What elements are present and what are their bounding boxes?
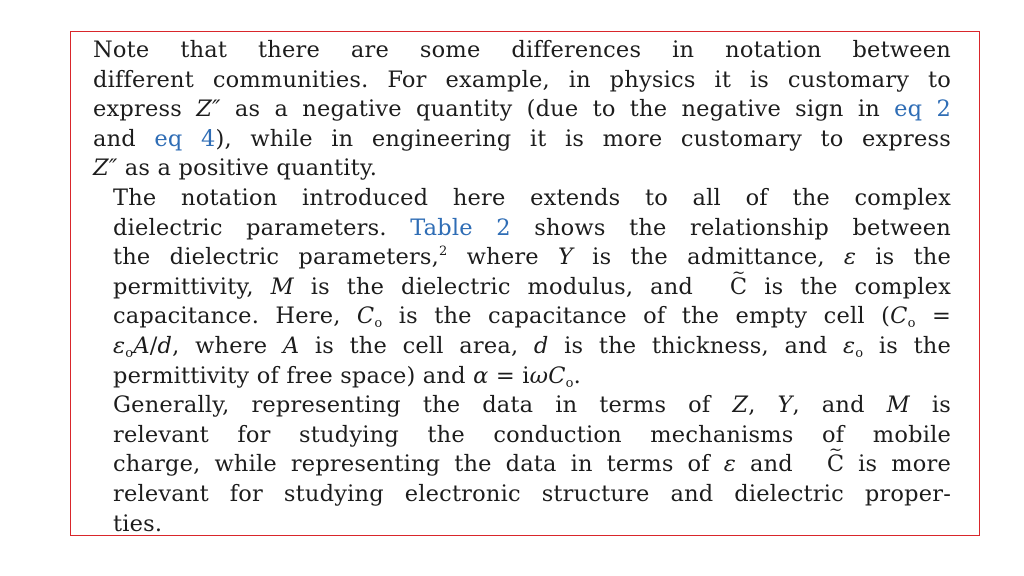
text-line: relevant for studying electronic structure and dielectric proper- — [113, 480, 951, 507]
math-symbol: ε — [842, 332, 856, 359]
cross-reference-link[interactable]: Table 2 — [410, 214, 511, 241]
math-symbol: ε — [723, 451, 737, 478]
complex-capacitance-symbol: ~ C — [710, 273, 747, 303]
text-line: ties. — [113, 510, 163, 537]
math-symbol: d — [533, 332, 549, 359]
math-symbol: C — [356, 303, 375, 330]
text-line: The notation introduced here extends to all of the complex — [113, 184, 951, 211]
text-line: the dielectric parameters,$^2$ where Y is the admittance, ε is the — [113, 244, 952, 271]
math-symbol: M — [270, 273, 294, 300]
text-line: capacitance. Here, $C_o$ is the capacitance of the empty cell ($C_o$ = — [113, 303, 952, 332]
math-symbol: ε — [113, 332, 126, 359]
text-line: Generally, representing the data in terms of Z, Y, and M is — [113, 392, 951, 419]
math-symbol: M — [886, 392, 910, 419]
subscript: o — [374, 316, 383, 332]
subscript: o — [907, 316, 916, 332]
math-symbol: Y — [777, 392, 793, 419]
text-line: charge, while representing the data in terms of ε and ~ C is more — [93, 450, 951, 480]
math-symbol: α — [473, 362, 489, 389]
text-line: Note that there are some differences in notation between — [93, 37, 951, 63]
math-symbol: C — [548, 362, 566, 389]
text-line: permittivity, M is the dielectric modulus, and ~ C is the complex — [93, 273, 951, 303]
cross-reference-link[interactable]: eq 4 — [154, 125, 216, 152]
paragraph-3 — [93, 391, 951, 539]
text-line: different communities. For example, in physics it is customary to — [93, 66, 951, 93]
text-line: $\varepsilon_oA/d$, where A is the cell area, d is the thickness, and $\varepsilon_o$ is the — [113, 332, 952, 361]
math-symbol: ε — [843, 244, 857, 271]
cross-reference-link[interactable]: eq 2 — [894, 96, 951, 123]
text-line: dielectric parameters. Table 2 shows the relationship between — [113, 214, 951, 241]
math-symbol: Y — [557, 244, 574, 271]
math-symbol: A — [282, 332, 300, 359]
subscript: o — [855, 345, 864, 361]
text-line: relevant for studying the conduction mechanisms of mobile — [113, 421, 951, 448]
math-symbol: ω — [529, 362, 549, 389]
subscript: o — [125, 345, 134, 361]
math-symbol: Z — [732, 392, 749, 419]
text-excerpt — [70, 31, 980, 536]
text-line: Z″ as a positive quantity. — [93, 155, 378, 182]
math-symbol: d — [157, 332, 173, 359]
paragraph-1 — [93, 36, 951, 184]
subscript: o — [565, 375, 574, 391]
text-line: and eq 4), while in engineering it is more customary to express — [93, 125, 951, 152]
paragraph-2 — [93, 184, 951, 391]
math-symbol: A — [133, 332, 150, 359]
text-line: permittivity of free space) and α = iωC$_o$. — [113, 362, 581, 391]
text-line: express Z″ as a negative quantity (due to the negative sign in eq 2 — [93, 96, 951, 123]
math-symbol: C — [890, 303, 908, 330]
complex-capacitance-symbol: ~ C — [807, 450, 844, 480]
footnote-marker: 2 — [439, 244, 448, 260]
math-symbol: Z″ — [196, 96, 221, 123]
math-symbol: Z″ — [93, 155, 118, 182]
